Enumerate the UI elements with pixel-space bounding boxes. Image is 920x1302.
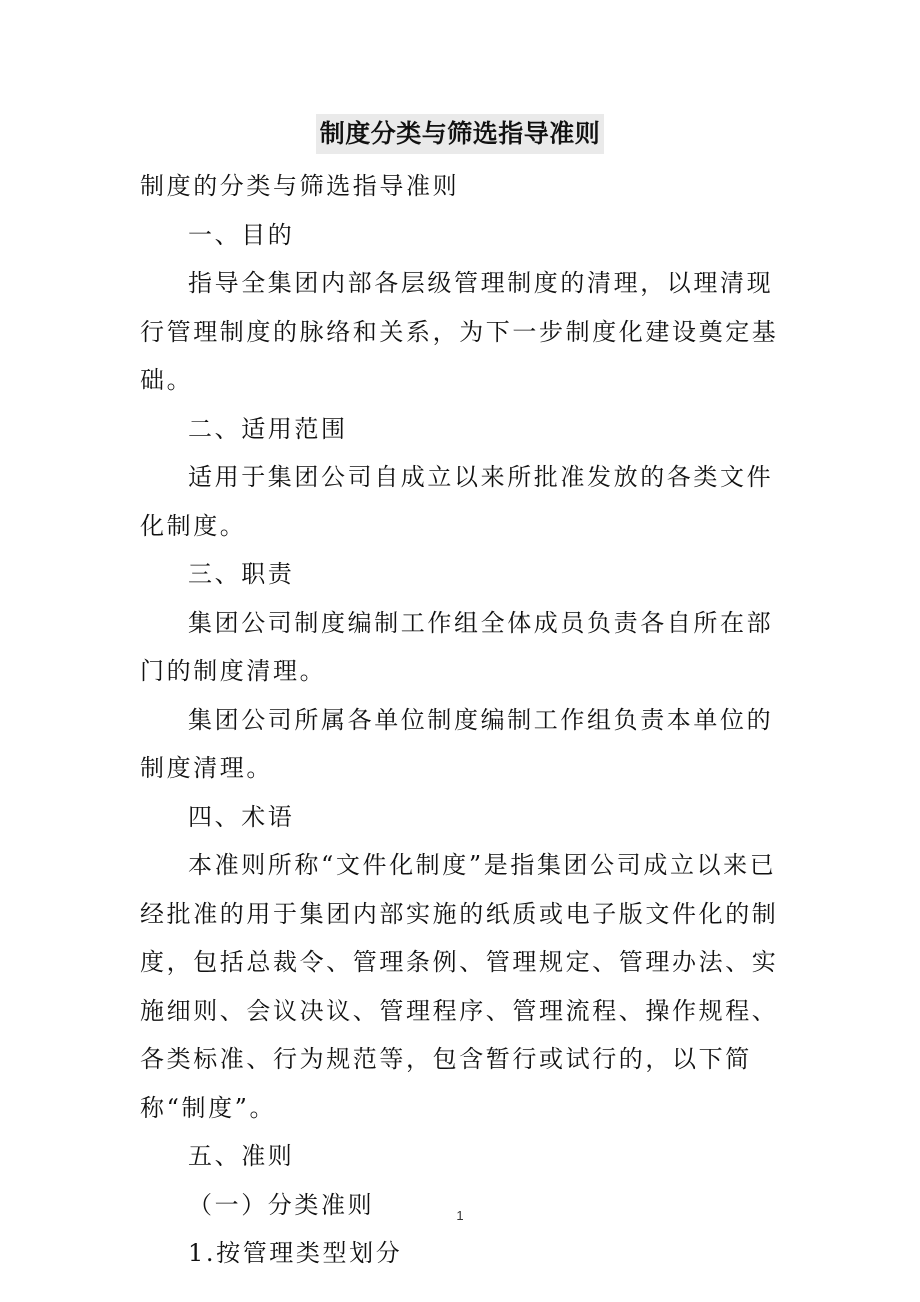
section-heading-scope: 二、适用范围	[188, 414, 348, 443]
subsection-heading-classification: （一）分类准则	[188, 1190, 375, 1219]
page-number: 1	[456, 1208, 464, 1223]
section-heading-terms: 四、术语	[188, 802, 295, 831]
section-heading-duties: 三、职责	[188, 560, 295, 588]
paragraph-scope: 适用于集团公司自成立以来所批准发放的各类文件化制度。	[140, 463, 774, 540]
paragraph-terms: 本准则所称“文件化制度”是指集团公司成立以来已经批准的用于集团内部实施的纸质或电子版文件化的制度，包括总裁令、管理条例、管理规定、管理办法、实施细则、会议决议、管理程序、管理流程、操作规程、各类标准、行为规范等，包含暂行或试行的，以下简称“制度”。	[140, 851, 779, 1122]
document-body	[140, 162, 785, 1278]
paragraph-duties-2: 集团公司所属各单位制度编制工作组负责本单位的制度清理。	[140, 705, 774, 782]
section-heading-purpose: 一、目的	[188, 220, 295, 249]
title-container	[0, 114, 920, 154]
section-heading-criteria: 五、准则	[188, 1142, 295, 1170]
paragraph-duties-1: 集团公司制度编制工作组全体成员负责各自所在部门的制度清理。	[140, 608, 774, 685]
paragraph-purpose: 指导全集团内部各层级管理制度的清理，以理清现行管理制度的脉络和关系，为下一步制度化建设奠定基础。	[140, 269, 779, 394]
page-title: 制度分类与筛选指导准则	[316, 114, 605, 154]
subtitle-paragraph: 制度的分类与筛选指导准则	[140, 172, 460, 200]
list-item-management-type: 1.按管理类型划分	[188, 1239, 403, 1267]
